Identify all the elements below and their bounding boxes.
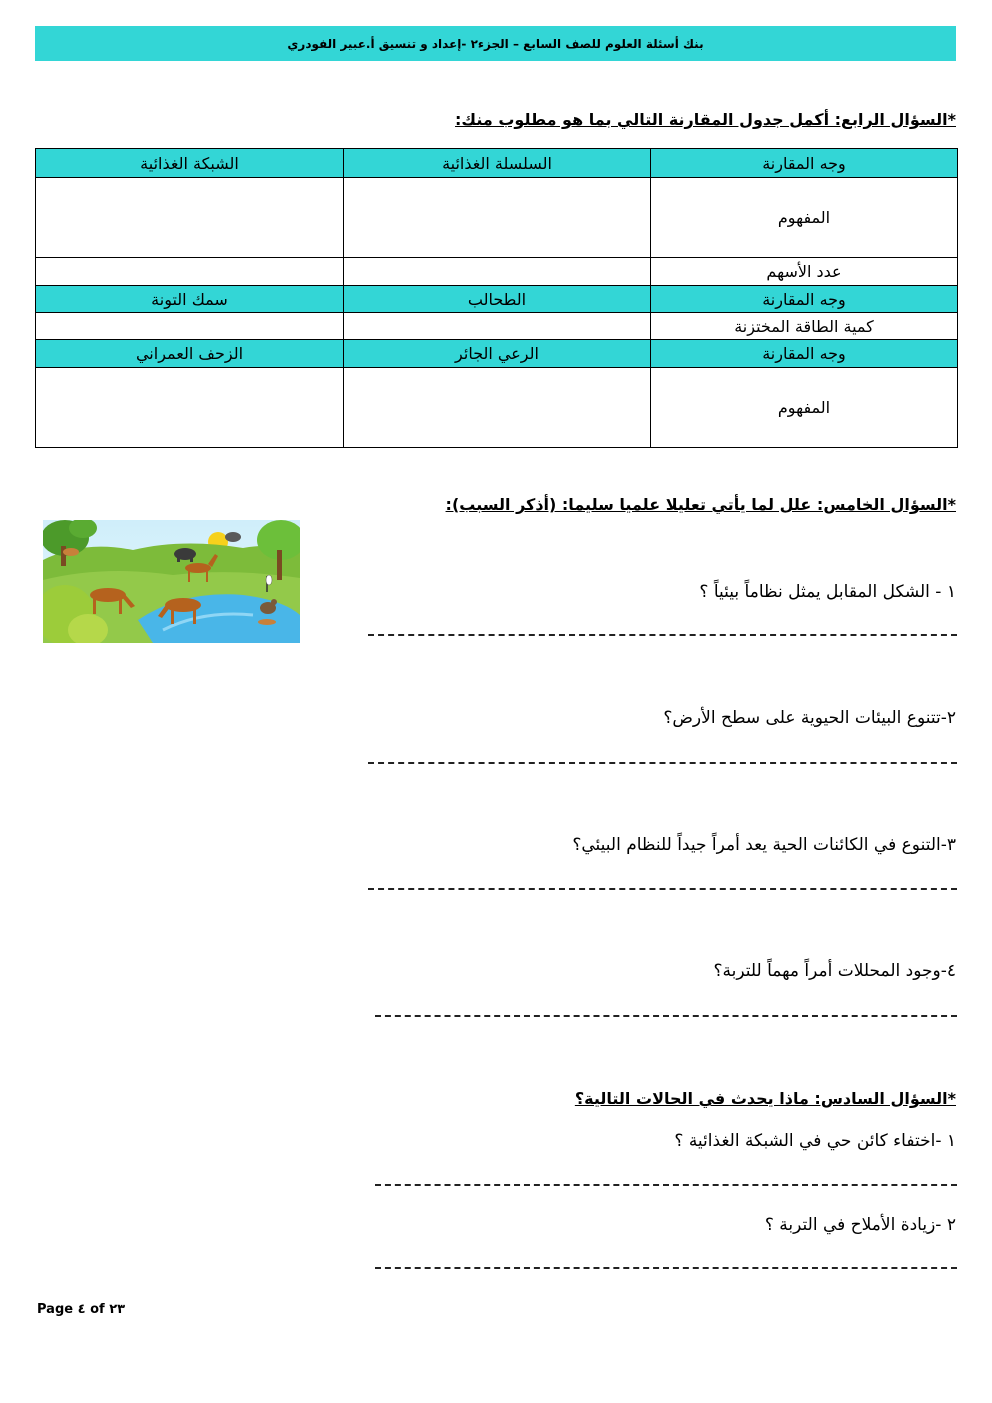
answer-cell[interactable] (344, 313, 651, 340)
question-5-item-3: ٣-التنوع في الكائنات الحية يعد أمراً جيداً للنظام البيئي؟ (572, 835, 956, 855)
table-cell: السلسلة الغذائية (344, 149, 651, 178)
table-cell: وجه المقارنة (651, 286, 958, 313)
question-6-item-1: ١ -اختفاء كائن حي في الشبكة الغذائية ؟ (674, 1131, 956, 1151)
question-4-title: *السؤال الرابع: أكمل جدول المقارنة التالي بما هو مطلوب منك: (455, 110, 956, 129)
answer-line[interactable] (368, 762, 957, 764)
question-6-title: *السؤال السادس: ماذا يحدث في الحالات التالية؟ (574, 1089, 956, 1108)
answer-line[interactable] (375, 1267, 957, 1269)
table-cell: المفهوم (651, 178, 958, 258)
fox-icon (63, 548, 79, 556)
answer-cell[interactable] (36, 178, 344, 258)
elephant-icon (225, 532, 241, 542)
page-footer: Page ٤ of ٢٣ (37, 1302, 126, 1317)
table-cell: الشبكة الغذائية (36, 149, 344, 178)
answer-line[interactable] (368, 634, 957, 636)
answer-cell[interactable] (344, 178, 651, 258)
table-row (36, 313, 958, 340)
table-cell: عدد الأسهم (651, 258, 958, 286)
answer-cell[interactable] (344, 368, 651, 448)
header-text: بنك أسئلة العلوم للصف السابع – الجزء٢ -إعداد و تنسيق أ.عبير الفودري (287, 36, 704, 51)
bear-icon (174, 548, 196, 562)
answer-cell[interactable] (36, 368, 344, 448)
question-5-item-4: ٤-وجود المحللات أمراً مهماً للتربة؟ (713, 961, 956, 981)
answer-cell[interactable] (36, 313, 344, 340)
table-cell: الزحف العمراني (36, 340, 344, 368)
comparison-table (35, 148, 958, 448)
ecosystem-illustration (43, 520, 300, 643)
table-cell: وجه المقارنة (651, 149, 958, 178)
answer-cell[interactable] (344, 258, 651, 286)
table-row (36, 286, 958, 313)
table-row (36, 149, 958, 178)
table-cell: سمك التونة (36, 286, 344, 313)
table-cell: الرعي الجائر (344, 340, 651, 368)
table-row (36, 258, 958, 286)
question-5-item-2: ٢-تتنوع البيئات الحيوية على سطح الأرض؟ (663, 708, 956, 728)
answer-cell[interactable] (36, 258, 344, 286)
table-row (36, 368, 958, 448)
table-cell: الطحالب (344, 286, 651, 313)
table-row (36, 178, 958, 258)
question-5-item-1: ١ - الشكل المقابل يمثل نظاماً بيئياً ؟ (699, 582, 956, 602)
question-5-title: *السؤال الخامس: علل لما يأتي تعليلا علميا سليما: (أذكر السبب): (445, 495, 956, 514)
answer-line[interactable] (375, 1184, 957, 1186)
table-row (36, 340, 958, 368)
table-cell: المفهوم (651, 368, 958, 448)
page-header (35, 26, 956, 61)
answer-line[interactable] (368, 888, 957, 890)
answer-line[interactable] (375, 1015, 957, 1017)
table-cell: كمية الطاقة المختزنة (651, 313, 958, 340)
question-6-item-2: ٢ -زيادة الأملاح في التربة ؟ (764, 1215, 956, 1235)
table-cell: وجه المقارنة (651, 340, 958, 368)
